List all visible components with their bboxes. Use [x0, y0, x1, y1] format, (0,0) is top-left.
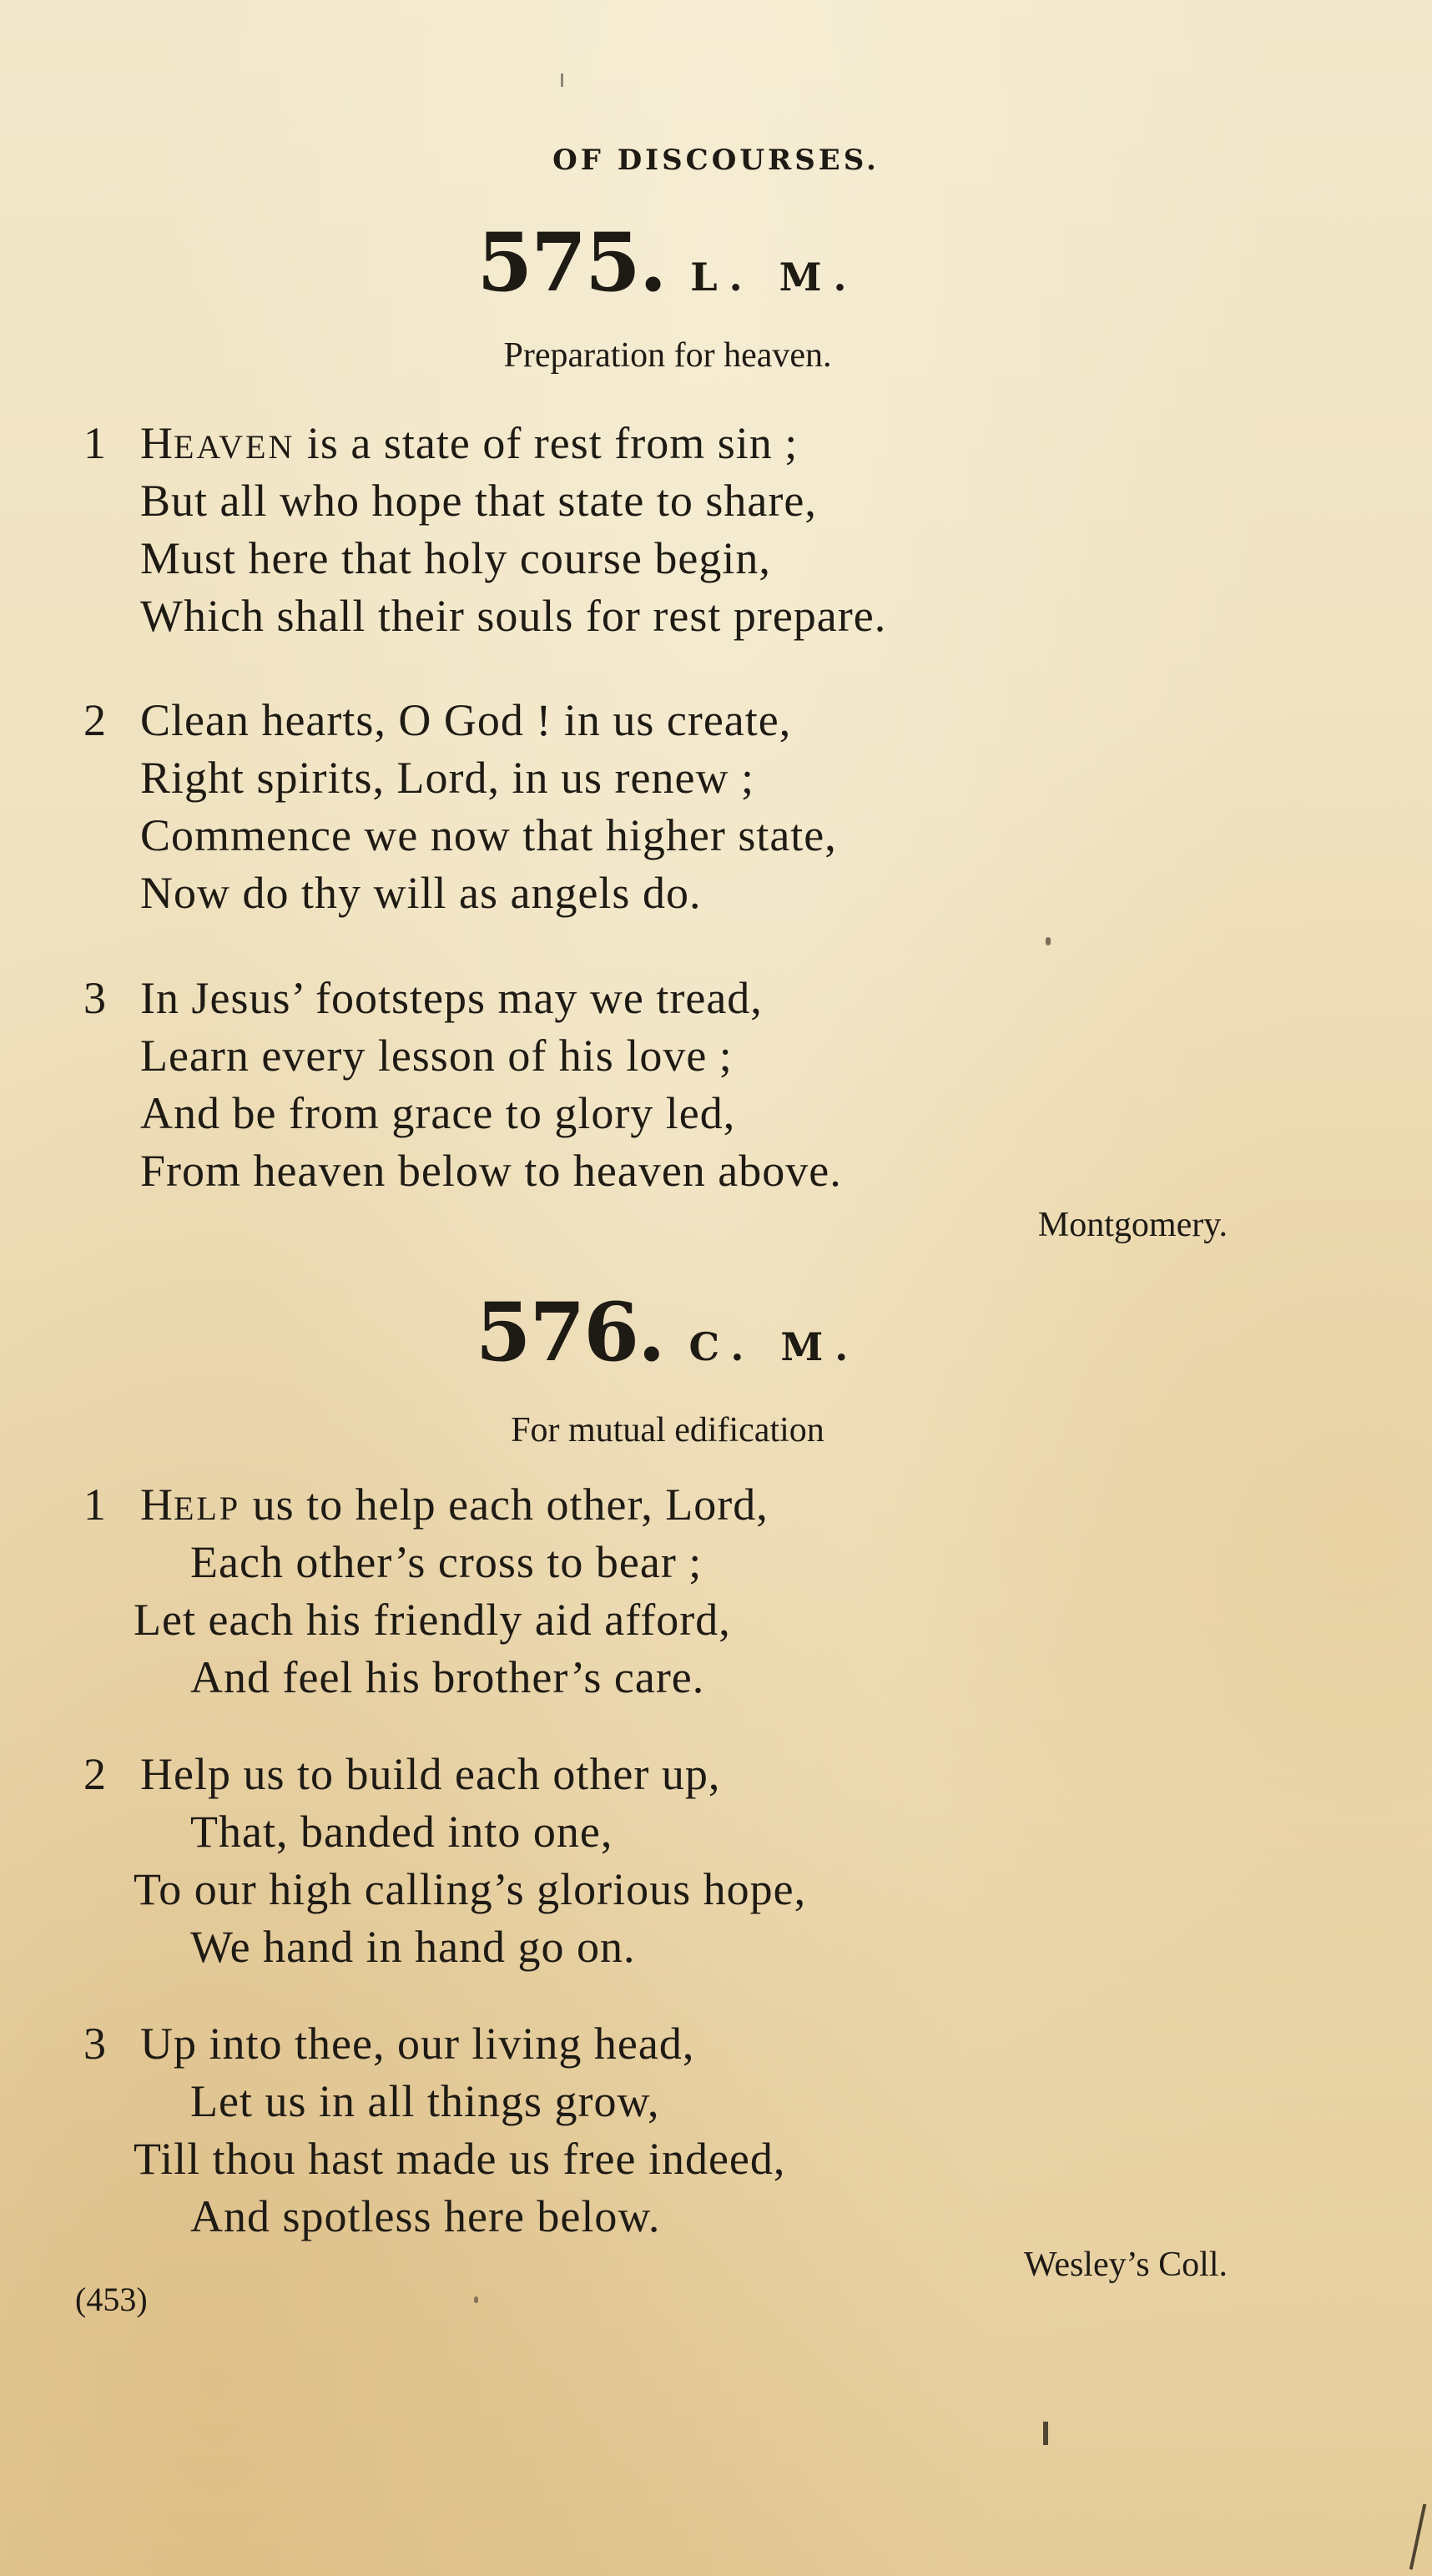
first-line-rest: is a state of rest from sin ; [295, 418, 799, 468]
hymn-575-heading [0, 215, 1335, 310]
verse-line: Help us to build each other up, [140, 1749, 721, 1799]
verse-line: But all who hope that state to share, [140, 476, 817, 526]
first-word-capital: H [140, 418, 174, 468]
verse-line: That, banded into one, [190, 1807, 613, 1857]
verse-line: We hand in hand go on. [190, 1922, 636, 1972]
verse-number: 2 [83, 1749, 106, 1799]
first-word-capital: H [140, 1480, 174, 1530]
verse-line: Commence we now that higher state, [140, 810, 837, 860]
verse-number: 3 [83, 2019, 106, 2069]
verse-number: 2 [83, 695, 106, 745]
verse-line: And feel his brother’s care. [190, 1652, 705, 1702]
verse-line: And spotless here below. [190, 2191, 661, 2241]
hymn-576-author: Wesley’s Coll. [1024, 2246, 1228, 2284]
page-number: (453) [75, 2281, 148, 2318]
verse-number: 1 [83, 418, 106, 468]
verse-line: Let each his friendly aid afford, [134, 1595, 731, 1645]
hymn-number: 575. [476, 215, 666, 310]
verse-line: Till thou hast made us free indeed, [134, 2134, 786, 2184]
first-line-rest: us to help each other, Lord, [240, 1480, 769, 1530]
verse-line: Which shall their souls for rest prepare. [140, 591, 887, 641]
verse-line: Right spirits, Lord, in us renew ; [140, 753, 754, 803]
verse-line: And be from grace to glory led, [140, 1088, 736, 1138]
verse-number: 1 [83, 1480, 106, 1530]
verse-line [140, 1479, 769, 1530]
hymn-575-title: Preparation for heaven. [503, 336, 832, 375]
verse-line: Clean hearts, O God ! in us create, [140, 695, 792, 745]
verse-line: Let us in all things grow, [190, 2076, 660, 2126]
verse-line: To our high calling’s glorious hope, [134, 1864, 807, 1914]
verse-line: In Jesus’ footsteps may we tread, [140, 973, 763, 1023]
scan-speck [474, 2296, 478, 2303]
hymn-number: 576. [475, 1285, 664, 1379]
verse-line: Up into thee, our living head, [140, 2019, 695, 2069]
verse-line: From heaven below to heaven above. [140, 1146, 842, 1196]
verse-number: 3 [83, 973, 106, 1023]
running-head: OF DISCOURSES. [552, 144, 880, 177]
first-word-small-caps: EAVEN [174, 428, 295, 466]
hymn-576-title: For mutual edification [511, 1411, 824, 1449]
verse-line: Must here that holy course begin, [140, 533, 771, 583]
verse-line: Each other’s cross to bear ; [190, 1537, 703, 1587]
verse-line [140, 417, 798, 469]
scan-speck [1409, 2503, 1427, 2569]
hymn-meter: C. M. [688, 1324, 860, 1369]
hymn-575-author: Montgomery. [1037, 1206, 1228, 1244]
scan-speck [1046, 937, 1051, 945]
hymn-576-heading [0, 1285, 1335, 1379]
scan-speck [1043, 2422, 1048, 2445]
verse-line: Now do thy will as angels do. [140, 868, 702, 918]
verse-line: Learn every lesson of his love ; [140, 1031, 733, 1081]
hymn-meter: L. M. [690, 255, 859, 300]
first-word-small-caps: ELP [174, 1490, 241, 1527]
scan-speck [561, 73, 563, 87]
